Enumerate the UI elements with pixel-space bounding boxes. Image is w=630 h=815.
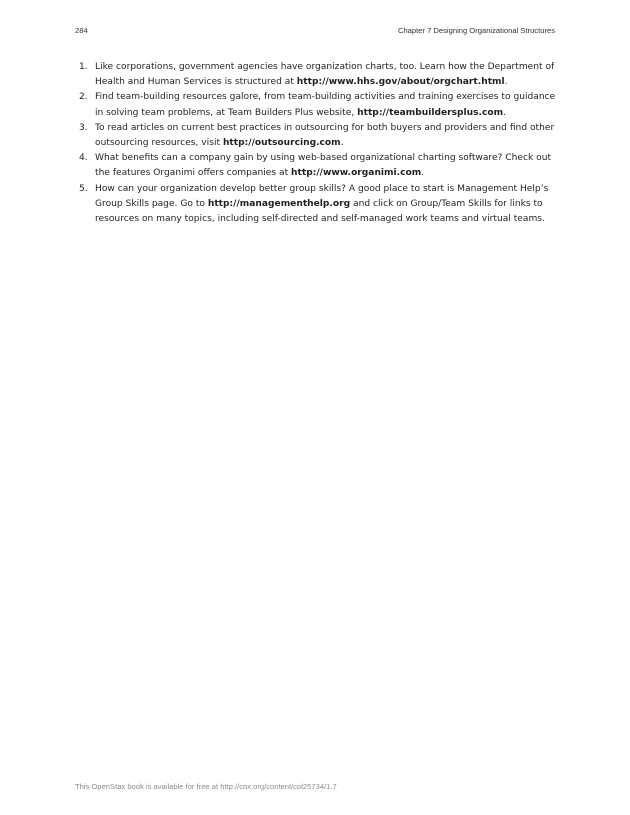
item-link[interactable]: http://www.hhs.gov/about/orgchart.html (296, 77, 505, 88)
item-number: 3. (79, 122, 88, 133)
item-text-end: . (340, 138, 344, 149)
item-text-end: . (503, 107, 507, 118)
item-number: 5. (79, 183, 88, 194)
chapter-title: Chapter 7 Designing Organizational Structures (397, 26, 555, 35)
item-text-end: . (421, 168, 425, 179)
page-number: 284 (75, 26, 88, 35)
item-text: Find team-building resources galore, from team-building activities and training exercises to guidance in solving team problems, at Team Builders Plus website, (95, 92, 556, 118)
item-number: 2. (79, 92, 88, 103)
page-footer: This OpenStax book is available for free at http://cnx.org/content/col25734/1.7 (75, 782, 337, 791)
item-link[interactable]: http://www.organimi.com (291, 168, 422, 179)
list-item (75, 182, 557, 228)
list-item (75, 151, 557, 181)
item-text: Like corporations, government agencies have organization charts, too. Learn how the Department of Health and Human Services is structured at (95, 62, 555, 88)
item-text: How can your organization develop better group skills? A good place to start is Management Help’s Group Skills page. Go to (95, 183, 549, 209)
item-link[interactable]: http://teambuildersplus.com (357, 107, 504, 118)
item-text: To read articles on current best practices in outsourcing for both buyers and providers and find other outsourcing resources, visit (95, 122, 555, 149)
item-text-end: and click on Group/Team Skills for links to resources on many topics, including self-directed and self-managed work teams and virtual teams. (95, 198, 545, 225)
page-header (75, 26, 555, 38)
item-number: 1. (79, 62, 88, 72)
item-link[interactable]: http://managementhelp.org (207, 198, 351, 209)
item-link[interactable]: http://outsourcing.com (222, 138, 341, 149)
resource-list (75, 60, 557, 227)
item-text-end: . (504, 77, 508, 88)
list-item (75, 90, 557, 120)
item-text: What benefits can a company gain by using web-based organizational charting software? Check out the features Organimi offers companies at (95, 153, 552, 179)
list-item (75, 121, 557, 151)
item-number: 4. (79, 153, 88, 164)
list-item (75, 60, 557, 90)
